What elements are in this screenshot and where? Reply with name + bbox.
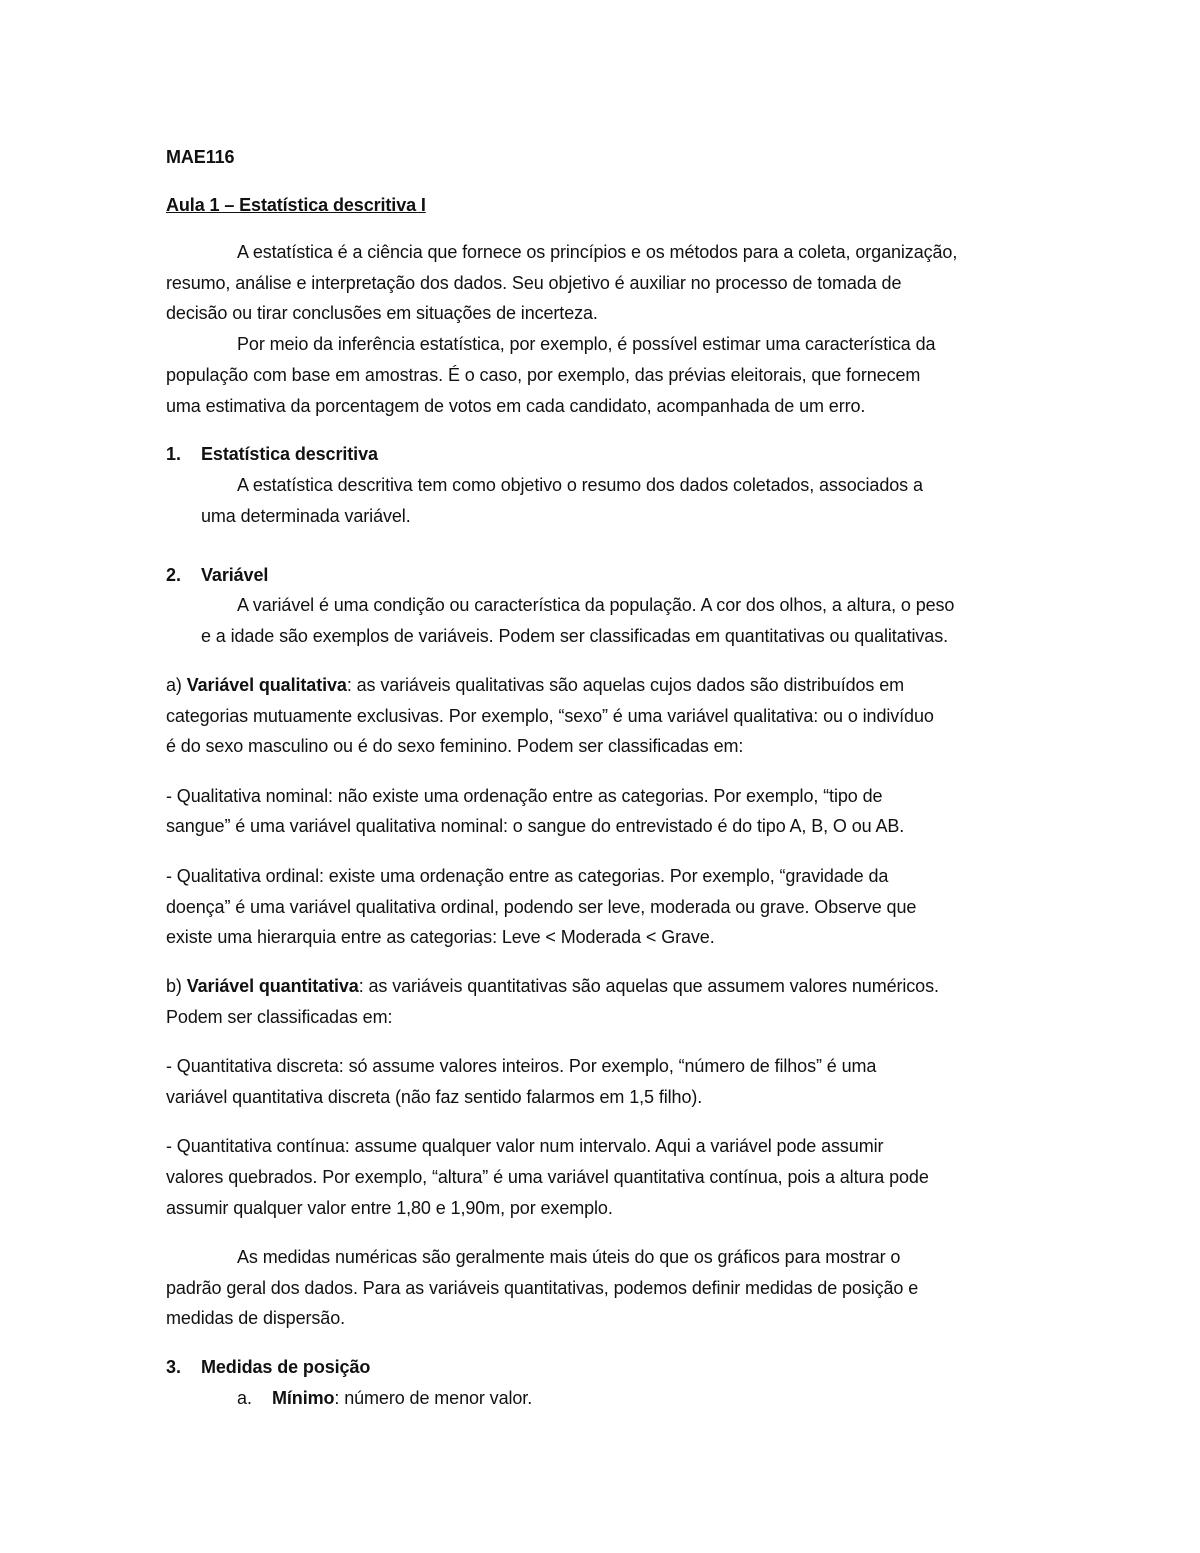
course-code: MAE116 bbox=[166, 147, 235, 167]
section-3-item-a-letter: a. bbox=[237, 1388, 253, 1408]
section-1-line-2: uma determinada variável. bbox=[201, 506, 411, 526]
qualitativa-term: Variável qualitativa bbox=[186, 675, 347, 695]
section-2-title: Variável bbox=[201, 565, 269, 585]
section-3-item-a bbox=[272, 1387, 532, 1409]
qualitativa-line-2: categorias mutuamente exclusivas. Por exemplo, “sexo” é uma variável qualitativa: ou o indivíduo bbox=[166, 706, 934, 726]
intro-p2-line-1: Por meio da inferência estatística, por exemplo, é possível estimar uma característica da bbox=[237, 334, 936, 354]
quantitativa-prefix: b) bbox=[166, 976, 187, 996]
section-2-line-1: A variável é uma condição ou característica da população. A cor dos olhos, a altura, o peso bbox=[237, 595, 955, 615]
intro-p2-line-3: uma estimativa da porcentagem de votos em cada candidato, acompanhada de um erro. bbox=[166, 396, 866, 416]
nominal-line-1: - Qualitativa nominal: não existe uma ordenação entre as categorias. Por exemplo, “tipo de bbox=[166, 786, 883, 806]
discreta-line-2: variável quantitativa discreta (não faz sentido falarmos em 1,5 filho). bbox=[166, 1087, 703, 1107]
intro-p1-line-1: A estatística é a ciência que fornece os princípios e os métodos para a coleta, organização, bbox=[237, 242, 958, 262]
lesson-title: Aula 1 – Estatística descritiva I bbox=[166, 195, 426, 215]
section-2-number: 2. bbox=[166, 565, 182, 585]
section-1-number: 1. bbox=[166, 444, 182, 464]
nominal-line-2: sangue” é uma variável qualitativa nominal: o sangue do entrevistado é do tipo A, B, O ou AB. bbox=[166, 816, 905, 836]
medidas-intro-line-3: medidas de dispersão. bbox=[166, 1308, 346, 1328]
quantitativa-line-1 bbox=[166, 975, 939, 997]
section-3-number: 3. bbox=[166, 1357, 182, 1377]
medidas-intro-line-1: As medidas numéricas são geralmente mais úteis do que os gráficos para mostrar o bbox=[237, 1247, 901, 1267]
intro-p2-line-2: população com base em amostras. É o caso, por exemplo, das prévias eleitorais, que fornecem bbox=[166, 365, 921, 385]
medidas-intro-line-2: padrão geral dos dados. Para as variáveis quantitativas, podemos definir medidas de posição e bbox=[166, 1278, 919, 1298]
ordinal-line-3: existe uma hierarquia entre as categorias: Leve < Moderada < Grave. bbox=[166, 927, 715, 947]
qualitativa-line-1 bbox=[166, 674, 904, 696]
qualitativa-line-3: é do sexo masculino ou é do sexo feminino. Podem ser classificadas em: bbox=[166, 736, 744, 756]
section-2-line-2: e a idade são exemplos de variáveis. Podem ser classificadas em quantitativas ou qualitativas. bbox=[201, 626, 949, 646]
intro-p1-line-3: decisão ou tirar conclusões em situações de incerteza. bbox=[166, 303, 598, 323]
section-1-line-1: A estatística descritiva tem como objetivo o resumo dos dados coletados, associados a bbox=[237, 475, 923, 495]
continua-line-1: - Quantitativa contínua: assume qualquer valor num intervalo. Aqui a variável pode assumir bbox=[166, 1136, 884, 1156]
section-3-item-a-rest: : número de menor valor. bbox=[334, 1388, 533, 1408]
quantitativa-line-2: Podem ser classificadas em: bbox=[166, 1007, 393, 1027]
quantitativa-line-1-rest: : as variáveis quantitativas são aquelas que assumem valores numéricos. bbox=[358, 976, 939, 996]
ordinal-line-1: - Qualitativa ordinal: existe uma ordenação entre as categorias. Por exemplo, “gravidade da bbox=[166, 866, 889, 886]
ordinal-line-2: doença” é uma variável qualitativa ordinal, podendo ser leve, moderada ou grave. Observe que bbox=[166, 897, 917, 917]
section-3-title: Medidas de posição bbox=[201, 1357, 371, 1377]
intro-p1-line-2: resumo, análise e interpretação dos dados. Seu objetivo é auxiliar no processo de tomada de bbox=[166, 273, 902, 293]
qualitativa-prefix: a) bbox=[166, 675, 187, 695]
section-1-title: Estatística descritiva bbox=[201, 444, 378, 464]
continua-line-3: assumir qualquer valor entre 1,80 e 1,90m, por exemplo. bbox=[166, 1198, 613, 1218]
qualitativa-line-1-rest: : as variáveis qualitativas são aquelas cujos dados são distribuídos em bbox=[346, 675, 905, 695]
continua-line-2: valores quebrados. Por exemplo, “altura” é uma variável quantitativa contínua, pois a altura pode bbox=[166, 1167, 929, 1187]
quantitativa-term: Variável quantitativa bbox=[186, 976, 359, 996]
discreta-line-1: - Quantitativa discreta: só assume valores inteiros. Por exemplo, “número de filhos” é uma bbox=[166, 1056, 877, 1076]
section-3-item-a-term: Mínimo bbox=[272, 1388, 335, 1408]
